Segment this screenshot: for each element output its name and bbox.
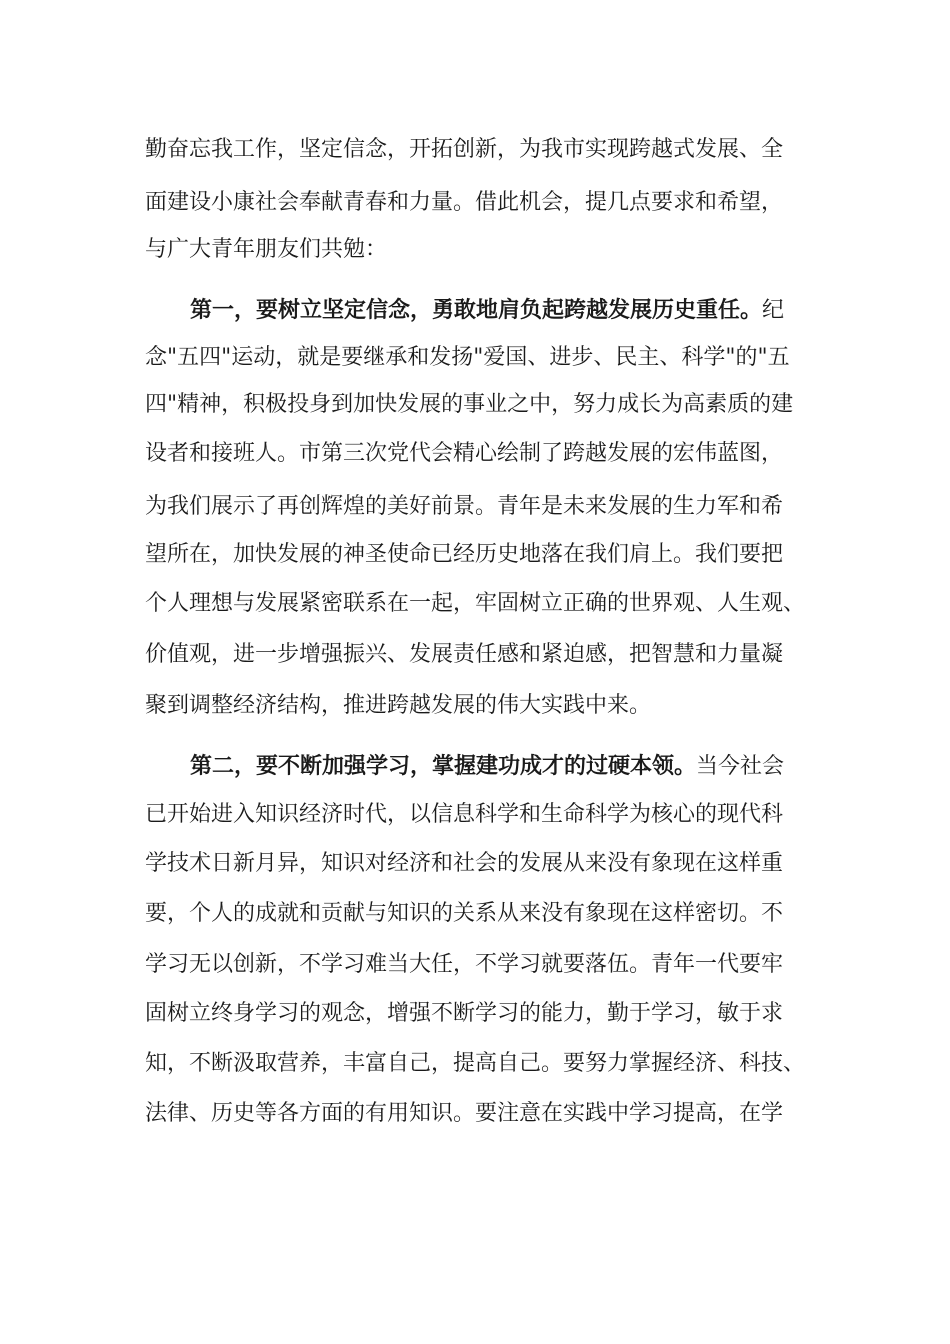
intro-line-2: 面建设小康社会奉献青春和力量。借此机会，提几点要求和希望， [145, 190, 784, 215]
para2-line-6: 知，不断汲取营养，丰富自己，提高自己。要努力掌握经济、科技、 [145, 1051, 806, 1076]
para2-first-rest: 当今社会 [696, 754, 785, 779]
para2-first-line [190, 748, 784, 784]
para1-line-1: 念"五四"运动，就是要继承和发扬"爱国、进步、民主、科学"的"五 [145, 345, 790, 370]
intro-line-3: 与广大青年朋友们共勉： [145, 237, 388, 262]
para1-line-7: 价值观，进一步增强振兴、发展责任感和紧迫感，把智慧和力量凝 [145, 642, 784, 667]
para2-line-2: 学技术日新月异，知识对经济和社会的发展从来没有象现在这样重 [145, 851, 784, 876]
para2-line-5: 固树立终身学习的观念，增强不断学习的能力，勤于学习，敏于求 [145, 1001, 784, 1026]
para2-line-4: 学习无以创新，不学习难当大任，不学习就要落伍。青年一代要牢 [145, 952, 784, 977]
para2-line-7: 法律、历史等各方面的有用知识。要注意在实践中学习提高，在学 [145, 1101, 784, 1126]
para1-line-4: 为我们展示了再创辉煌的美好前景。青年是未来发展的生力军和希 [145, 494, 784, 519]
para1-first-line [190, 292, 784, 328]
para2-lead: 第二，要不断加强学习，掌握建功成才的过硬本领。 [190, 753, 697, 779]
para1-line-8: 聚到调整经济结构，推进跨越发展的伟大实践中来。 [145, 693, 652, 718]
para1-line-6: 个人理想与发展紧密联系在一起，牢固树立正确的世界观、人生观、 [145, 591, 806, 616]
para1-first-rest: 纪 [762, 298, 785, 323]
intro-line-1: 勤奋忘我工作，坚定信念，开拓创新，为我市实现跨越式发展、全 [145, 137, 784, 162]
para1-line-5: 望所在，加快发展的神圣使命已经历史地落在我们肩上。我们要把 [145, 542, 784, 567]
para1-line-3: 设者和接班人。市第三次党代会精心绘制了跨越发展的宏伟蓝图， [145, 441, 784, 466]
para2-line-1: 已开始进入知识经济时代，以信息科学和生命科学为核心的现代科 [145, 802, 784, 827]
para1-line-2: 四"精神，积极投身到加快发展的事业之中，努力成长为高素质的建 [145, 392, 794, 417]
para2-line-3: 要，个人的成就和贡献与知识的关系从来没有象现在这样密切。不 [145, 901, 784, 926]
para1-lead: 第一，要树立坚定信念，勇敢地肩负起跨越发展历史重任。 [190, 297, 763, 323]
